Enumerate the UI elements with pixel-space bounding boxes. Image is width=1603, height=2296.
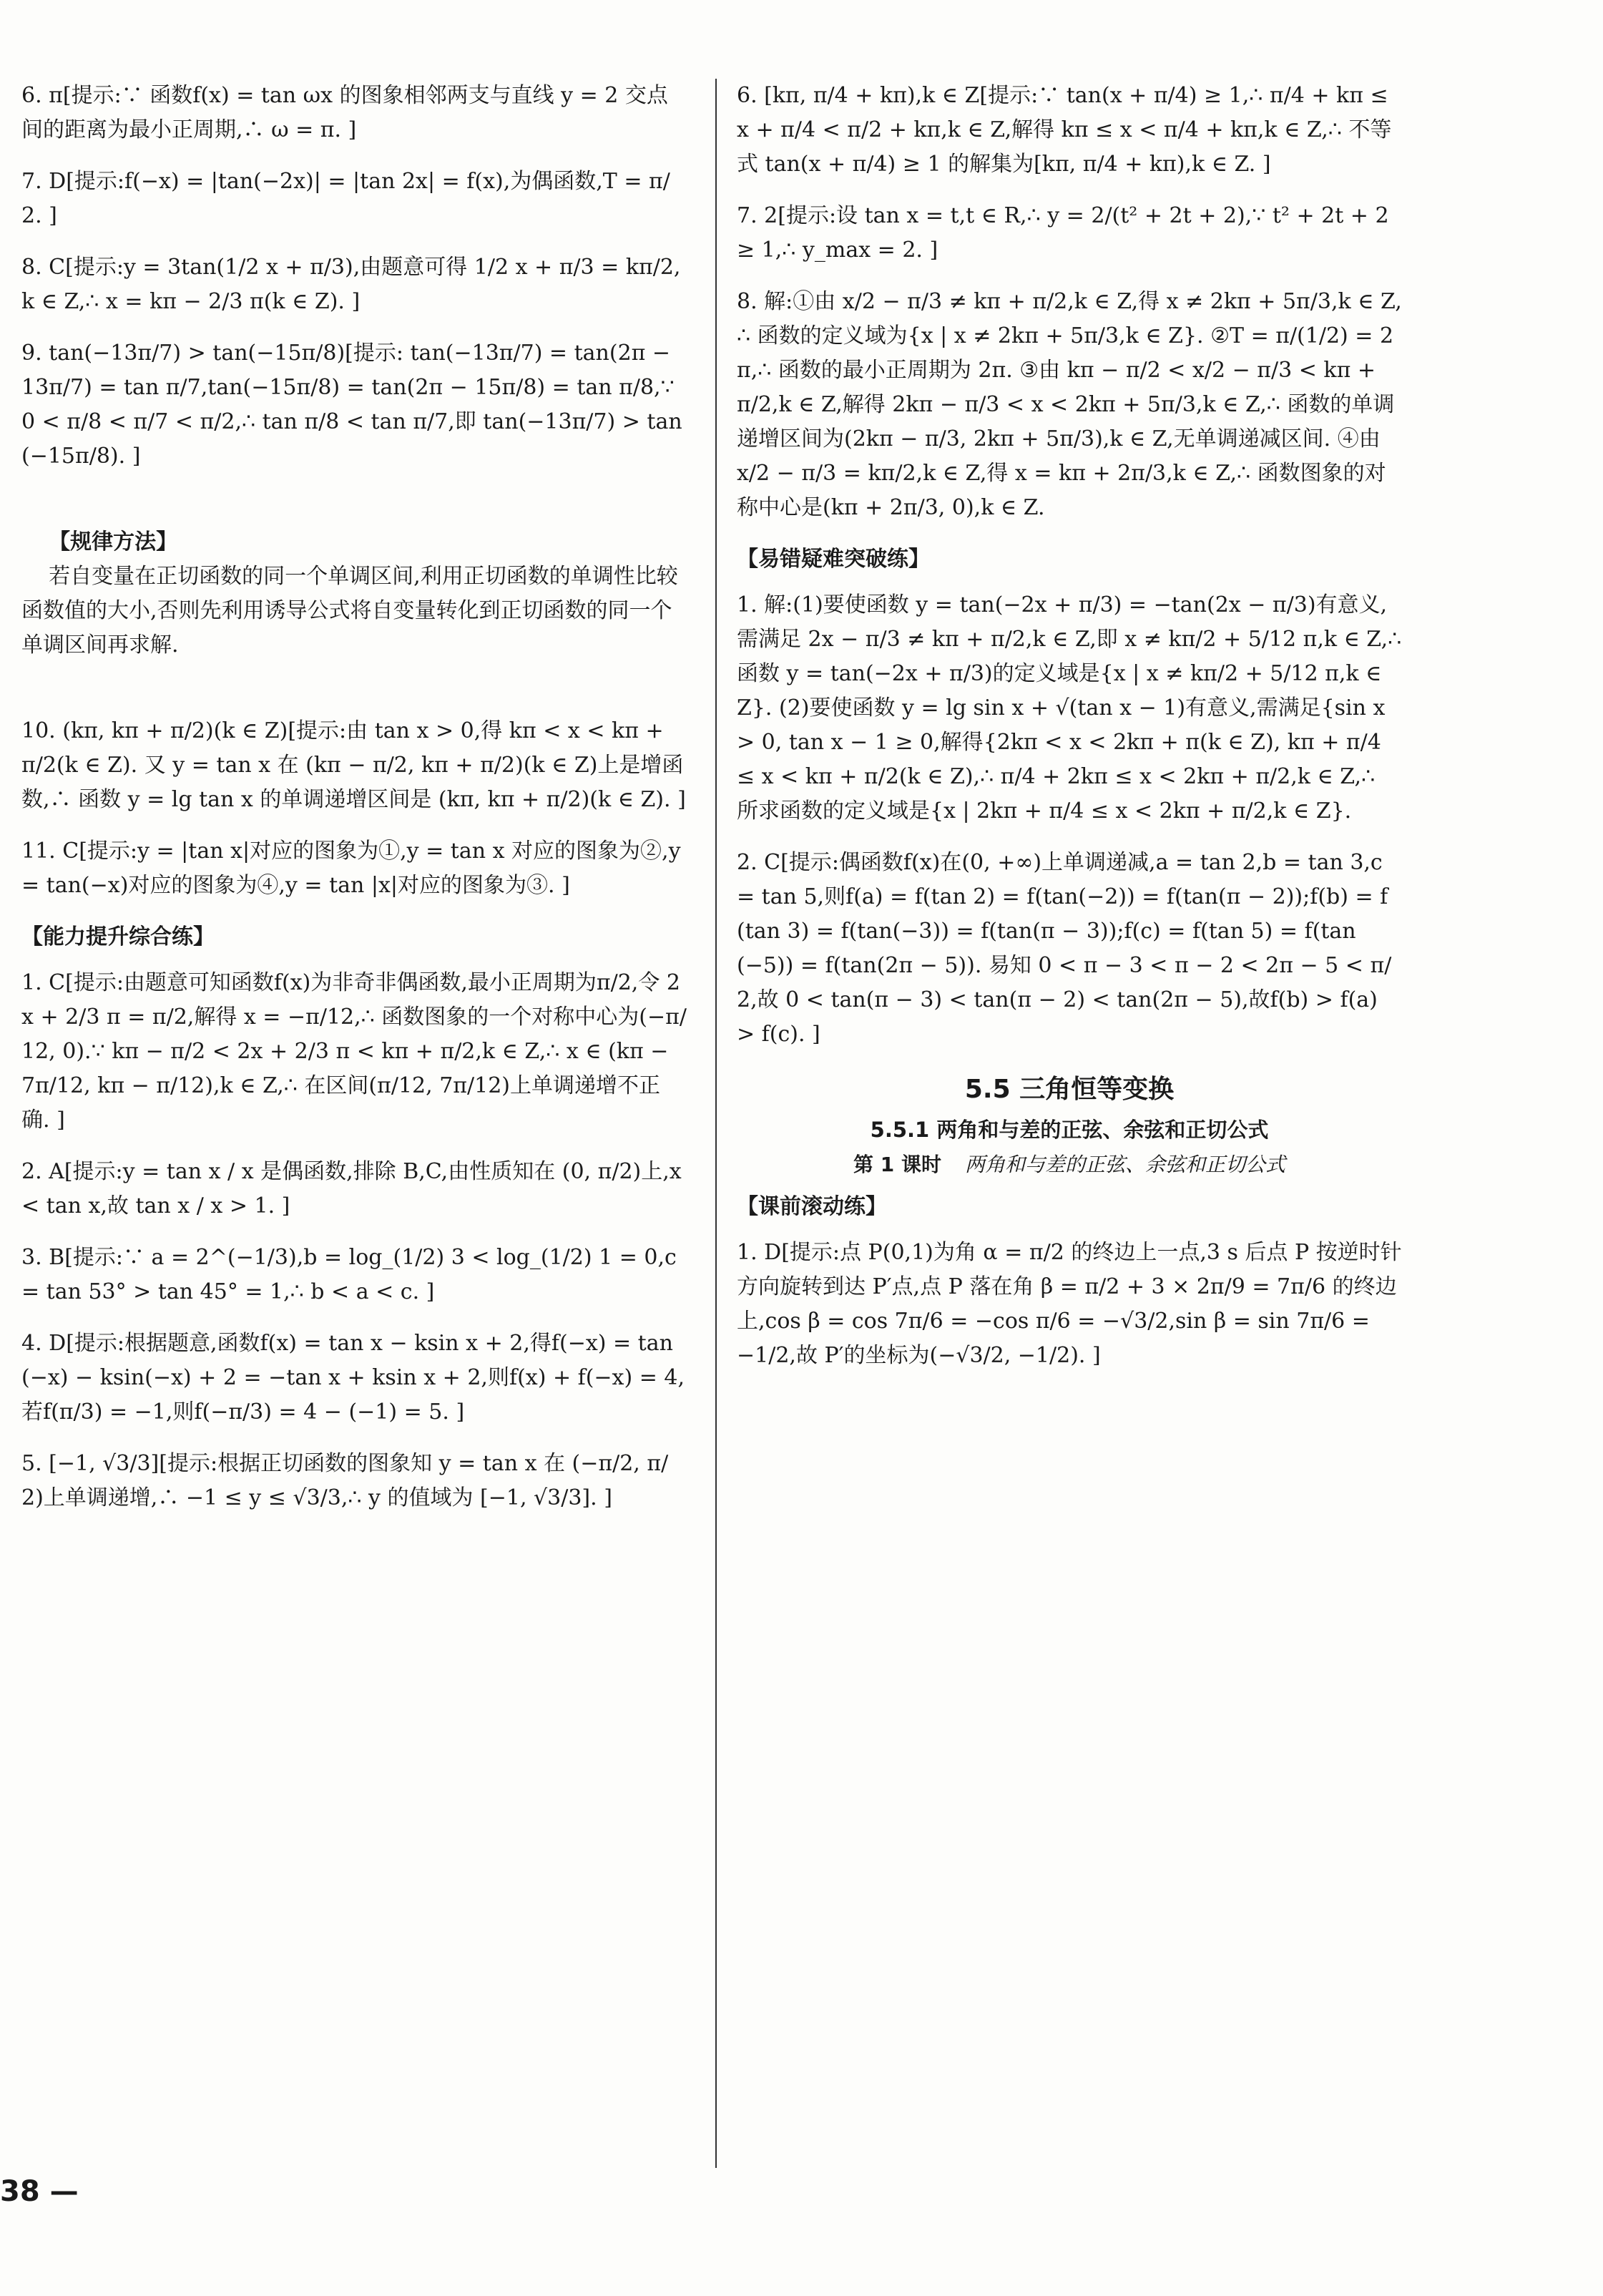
answer-item: 10. (kπ, kπ + π/2)(k ∈ Z)[提示:由 tan x > 0,得 kπ < x < kπ + π/2(k ∈ Z). 又 y = tan x 在 (kπ − π/2, kπ + π/2)(k ∈ Z)上是增函数,∴ 函数 y = lg tan x 的单调递增区间是 (kπ, kπ + π/2)(k ∈ Z). ] [21,718,686,812]
answer-item: 5. [−1, √3/3][提示:根据正切函数的图象知 y = tan x 在 (−π/2, π/2)上单调递增,∴ −1 ≤ y ≤ √3/3,∴ y 的值域为 [−1, √3/3]. ] [21,1451,669,1510]
answer-item: 1. 解:(1)要使函数 y = tan(−2x + π/3) = −tan(2x − π/3)有意义,需满足 2x − π/3 ≠ kπ + π/2,k ∈ Z,即 x ≠ kπ/2 + 5/12 π,k ∈ Z,∴ 函数 y = tan(−2x + π/3)的定义域是{x | x ≠ kπ/2 + 5/12 π,k ∈ Z}. (2)要使函数 y = lg sin x + √(tan x − 1)有意义,需满足{sin x > 0, tan x − 1 ≥ 0,解得{2kπ < x < 2kπ + π(k ∈ Z), kπ + π/4 ≤ x < kπ + π/2(k ∈ Z),∴ π/4 + 2kπ ≤ x < 2kπ + π/2,k ∈ Z,∴ 所求函数的定义域是{x | 2kπ + π/4 ≤ x < 2kπ + π/2,k ∈ Z}. [737,592,1408,824]
answer-item: 2. C[提示:偶函数f(x)在(0, +∞)上单调递减,a = tan 2,b = tan 3,c = tan 5,则f(a) = f(tan 2) = f(tan(−2)) = f(tan(π − 2));f(b) = f(tan 3) = f(tan(−3)) = f(tan(π − 3));f(c) = f(tan 5) = f(tan(−5)) = f(tan(2π − 5)). 易知 0 < π − 3 < π − 2 < 2π − 5 < π/2,故 0 < tan(π − 3) < tan(π − 2) < tan(2π − 5),故f(b) > f(a) > f(c). ] [737,850,1392,1047]
answer-item: 11. C[提示:y = |tan x|对应的图象为①,y = tan x 对应的图象为②,y = tan(−x)对应的图象为④,y = tan |x|对应的图象为③. ] [21,839,688,898]
answer-item: 9. tan(−13π/7) > tan(−15π/8)[提示: tan(−13π/7) = tan(2π − 13π/7) = tan π/7,tan(−15π/8) = tan(2π − 15π/8) = tan π/8,∵ 0 < π/8 < π/7 < π/2,∴ tan π/8 < tan π/7,即 tan(−13π/7) > tan(−15π/8). ] [21,341,682,469]
left-column [21,79,687,1533]
answer-item: 1. C[提示:由题意可知函数f(x)为非奇非偶函数,最小正周期为π/2,令 2x + 2/3 π = π/2,解得 x = −π/12,∴ 函数图象的一个对称中心为(−π/12, 0).∵ kπ − π/2 < 2x + 2/3 π < kπ + π/2,k ∈ Z,∴ x ∈ (kπ − 7π/12, kπ − π/12),k ∈ Z,∴ 在区间(π/12, 7π/12)上单调递增不正确. ] [21,970,687,1133]
answer-item: 4. D[提示:根据题意,函数f(x) = tan x − ksin x + 2,得f(−x) = tan(−x) − ksin(−x) + 2 = −tan x + ksin x + 2,则f(x) + f(−x) = 4,若f(π/3) = −1,则f(−π/3) = 4 − (−1) = 5. ] [21,1331,685,1425]
column-divider [715,79,717,2168]
answer-item: 7. D[提示:f(−x) = |tan(−2x)| = |tan 2x| = f(x),为偶函数,T = π/2. ] [21,169,670,228]
answer-item: 7. 2[提示:设 tan x = t,t ∈ R,∴ y = 2/(t² + 2t + 2),∵ t² + 2t + 2 ≥ 1,∴ y_max = 2. ] [737,203,1396,263]
section-header: 【能力提升综合练】 [21,924,215,949]
answer-item: 8. C[提示:y = 3tan(1/2 x + π/3),由题意可得 1/2 x + π/3 = kπ/2,k ∈ Z,∴ x = kπ − 2/3 π(k ∈ Z). ] [21,255,681,314]
method-note [21,491,687,697]
answer-item: 8. 解:①由 x/2 − π/3 ≠ kπ + π/2,k ∈ Z,得 x ≠ 2kπ + 5π/3,k ∈ Z,∴ 函数的定义域为{x | x ≠ 2kπ + 5π/3,k ∈ Z}. ②T = π/(1/2) = 2π,∴ 函数的最小正周期为 2π. ③由 kπ − π/2 < x/2 − π/3 < kπ + π/2,k ∈ Z,解得 2kπ − π/3 < x < 2kπ + 5π/3,k ∈ Z,∴ 函数的单调递增区间为(2kπ − π/3, 2kπ + 5π/3),k ∈ Z,无单调递减区间. ④由 x/2 − π/3 = kπ/2,k ∈ Z,得 x = kπ + 2π/3,k ∈ Z,∴ 函数图象的对称中心是(kπ + 2π/3, 0),k ∈ Z. [737,289,1402,520]
lesson-number: 第 1 课时 [853,1152,942,1176]
answer-item: 6. π[提示:∵ 函数f(x) = tan ωx 的图象相邻两支与直线 y = 2 交点间的距离为最小正周期,∴ ω = π. ] [21,83,668,142]
chapter-title: 5.5 三角恒等变换 [964,1075,1175,1104]
subsection-title: 5.5.1 两角和与差的正弦、余弦和正切公式 [870,1117,1269,1142]
lesson-heading [737,1149,1402,1181]
right-column [737,79,1408,1390]
method-text: 若自变量在正切函数的同一个单调区间,利用正切函数的单调性比较函数值的大小,否则先利用诱导公式将自变量转化到正切函数的同一个单调区间再求解. [21,564,678,658]
lesson-title: 两角和与差的正弦、余弦和正切公式 [964,1152,1285,1176]
answer-item: 2. A[提示:y = tan x / x 是偶函数,排除 B,C,由性质知在 (0, π/2)上,x < tan x,故 tan x / x > 1. ] [21,1159,689,1218]
method-label: 【规律方法】 [49,529,178,555]
answer-item: 3. B[提示:∵ a = 2^(−1/3),b = log_(1/2) 3 < log_(1/2) 1 = 0,c = tan 53° > tan 45° = 1,∴ b < a < c. ] [21,1245,684,1304]
page-number: 38 — [0,2175,79,2208]
answer-item: 1. D[提示:点 P(0,1)为角 α = π/2 的终边上一点,3 s 后点 P 按逆时针方向旋转到达 P′点,点 P 落在角 β = π/2 + 3 × 2π/9 = 7π/6 的终边上,cos β = cos 7π/6 = −cos π/6 = −√3/2,sin β = sin 7π/6 = −1/2,故 P′的坐标为(−√3/2, −1/2). ] [737,1239,1402,1368]
answer-item: 6. [kπ, π/4 + kπ),k ∈ Z[提示:∵ tan(x + π/4) ≥ 1,∴ π/4 + kπ ≤ x + π/4 < π/2 + kπ,k ∈ Z,解得 kπ ≤ x < π/4 + kπ,k ∈ Z,∴ 不等式 tan(x + π/4) ≥ 1 的解集为[kπ, π/4 + kπ),k ∈ Z. ] [737,83,1396,177]
section-header: 【易错疑难突破练】 [737,547,930,572]
section-header: 【课前滚动练】 [737,1193,887,1219]
